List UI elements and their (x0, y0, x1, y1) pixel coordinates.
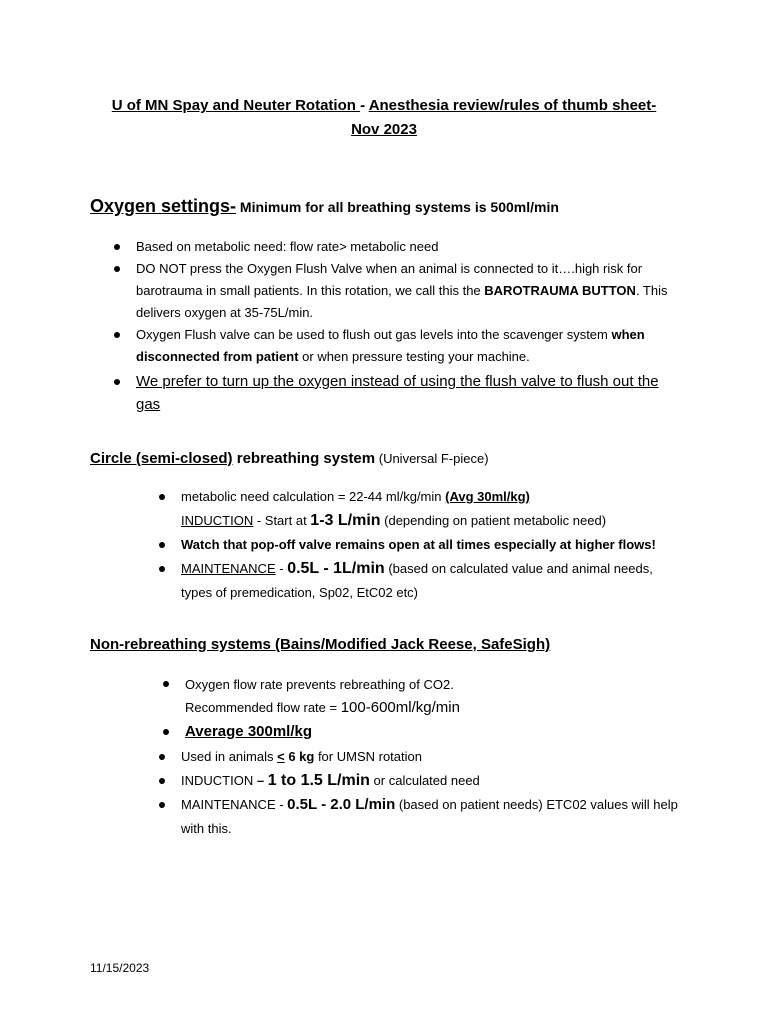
circle-maint-dash: - (275, 561, 288, 576)
circle-list (181, 485, 681, 605)
list-item (181, 769, 681, 793)
oxygen-item-text: Oxygen Flush valve can be used to flush out gas levels into the scavenger system (136, 327, 612, 342)
bullet-icon (114, 244, 120, 250)
circle-avg: (Avg 30ml/kg) (445, 489, 530, 504)
oxygen-minimum: Minimum for all breathing systems is 500ml/min (236, 199, 559, 215)
bullet-icon (114, 379, 120, 385)
circle-heading-note: (Universal F-piece) (375, 451, 489, 466)
circle-induction-label: INDUCTION (181, 513, 254, 528)
list-item (181, 793, 681, 841)
circle-heading-label: Circle (semi-closed) (90, 450, 233, 467)
bullet-icon (159, 802, 165, 808)
barotrauma-button-text: BAROTRAUMA BUTTON (484, 283, 636, 298)
bullet-icon (163, 729, 169, 735)
oxygen-item-text: Based on metabolic need: flow rate> metabolic need (136, 239, 439, 254)
circle-maint-value: 0.5L - 1L/min (287, 560, 385, 577)
document-title (90, 94, 678, 142)
list-item (181, 745, 681, 769)
bullet-icon (163, 681, 169, 687)
circle-maint-post: (based on calculated value and animal needs, types of premedication, Sp02, EtC02 etc) (181, 561, 653, 600)
title-date: Nov 2023 (351, 121, 417, 138)
oxygen-heading-label: Oxygen settings- (90, 196, 237, 216)
bullet-icon (114, 266, 120, 272)
bullet-icon (159, 778, 165, 784)
bullet-icon (159, 494, 165, 500)
nrb-average: Average 300ml/kg (185, 723, 313, 740)
circle-heading-system: rebreathing system (232, 450, 376, 467)
nrb-maint-value: 0.5L - 2.0 L/min (287, 796, 396, 813)
nrb-maint-label: MAINTENANCE - (181, 797, 288, 812)
nrb-rate-value: 100-600ml/kg/min (340, 699, 460, 716)
nrb-rate-line1: Oxygen flow rate prevents rebreathing of CO2. (185, 677, 454, 692)
nrb-induction-label: INDUCTION (181, 773, 254, 788)
list-item (185, 673, 685, 719)
bullet-icon (159, 566, 165, 572)
circle-induction-value: 1-3 L/min (310, 512, 381, 529)
title-dash: - (360, 97, 369, 114)
list-item (181, 533, 681, 557)
circle-induction-pre: - Start at (253, 513, 311, 528)
oxygen-item-text: DO NOT press the Oxygen Flush Valve when an animal is connected to it….high risk for barotrauma in small patients. In this rotation, we call this the (136, 261, 643, 298)
title-rotation: U of MN Spay and Neuter Rotation (111, 97, 361, 114)
nrb-used-pre: Used in animals (181, 749, 278, 764)
nrb-used-value: 6 kg (284, 749, 315, 764)
nonrebreathing-heading (90, 636, 730, 653)
footer-date: 11/15/2023 (90, 961, 150, 975)
oxygen-item-underlined: We prefer to turn up the oxygen instead of using the flush valve to flush out the gas (136, 373, 659, 413)
list-item (136, 236, 672, 258)
nrb-rate-pre: Recommended flow rate = (185, 700, 341, 715)
nrb-used-le: < (277, 749, 285, 764)
nrb-used-post: for UMSN rotation (314, 749, 422, 764)
oxygen-item-text: or when pressure testing your machine. (298, 349, 530, 364)
nrb-induction-dash: – (253, 773, 268, 788)
nonrebreathing-list-b (181, 745, 681, 841)
list-item (181, 485, 681, 533)
nrb-induction-post: or calculated need (369, 773, 480, 788)
circle-induction-post: (depending on patient metabolic need) (380, 513, 607, 528)
list-item (136, 258, 672, 324)
circle-heading (90, 450, 730, 467)
title-review: Anesthesia review/rules of thumb sheet- (368, 97, 657, 114)
list-item (136, 370, 672, 416)
oxygen-item-bold: when disconnected from patient (136, 327, 645, 364)
circle-maint-label: MAINTENANCE (181, 561, 276, 576)
oxygen-list (136, 236, 672, 416)
circle-watch: Watch that pop-off valve remains open at all times especially at higher flows! (181, 537, 656, 552)
nonrebreathing-heading-label: Non-rebreathing systems (Bains/Modified Jack Reese, SafeSigh) (90, 636, 551, 653)
list-item (185, 719, 685, 744)
oxygen-item-text: . This delivers oxygen at 35-75L/min. (136, 283, 668, 320)
nrb-induction-value: 1 to 1.5 L/min (267, 772, 370, 789)
bullet-icon (159, 542, 165, 548)
list-item (136, 324, 672, 368)
nrb-maint-post: (based on patient needs) ETC02 values will help with this. (181, 797, 678, 836)
bullet-icon (159, 754, 165, 760)
bullet-icon (114, 332, 120, 338)
nonrebreathing-list-a (185, 673, 685, 744)
circle-calc: metabolic need calculation = 22-44 ml/kg/min (181, 489, 446, 504)
oxygen-heading (90, 196, 730, 217)
list-item (181, 557, 681, 605)
